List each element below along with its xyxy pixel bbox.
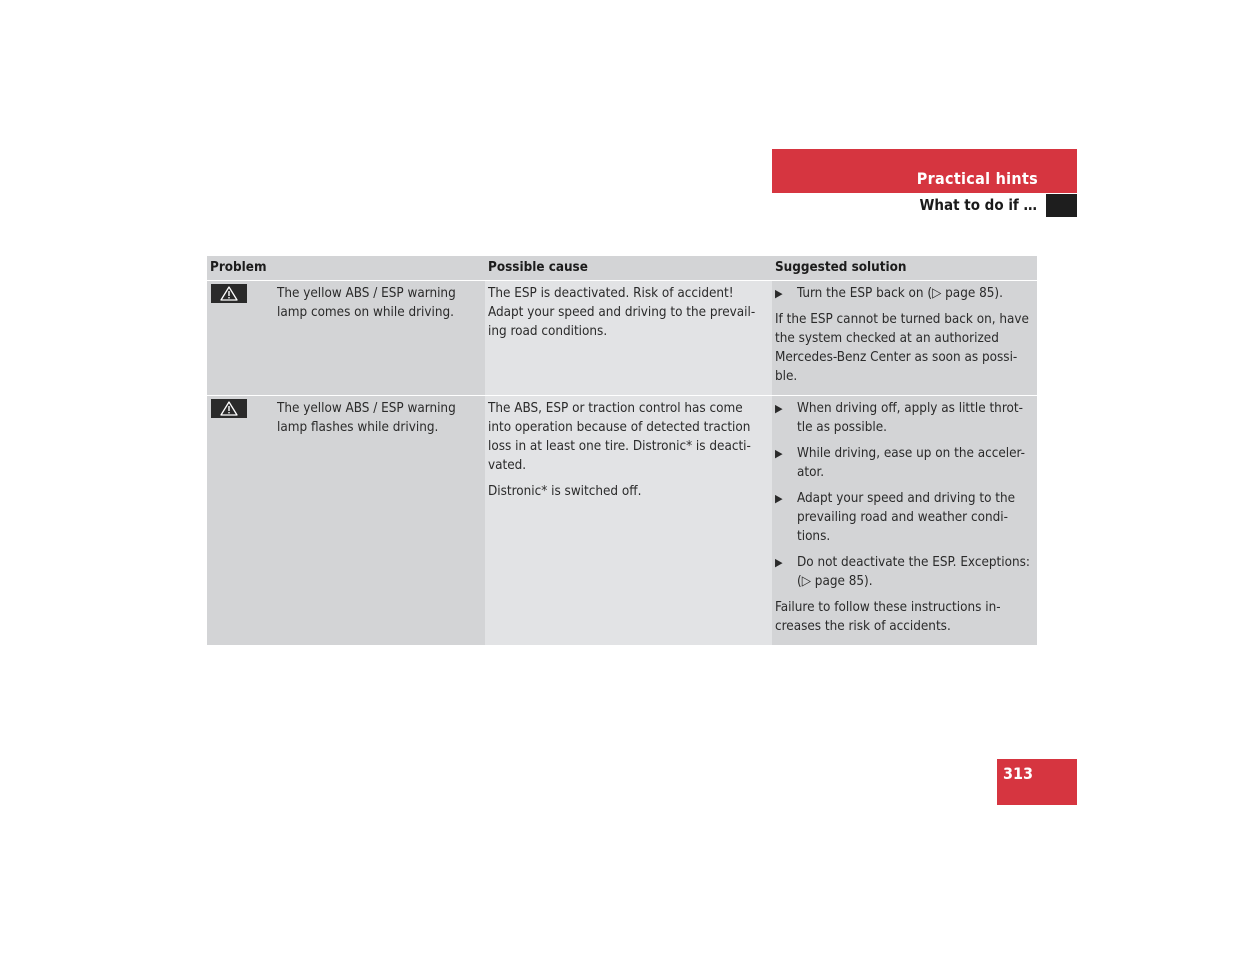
table-row	[207, 396, 1037, 646]
column-header-cause: Possible cause	[485, 256, 772, 281]
problem-cell	[207, 281, 485, 396]
solution-step-text: Adapt your speed and driving to the prevailing road and weather condi-tions.	[797, 491, 1016, 544]
section-subtitle: What to do if …	[919, 196, 1037, 214]
section-marker	[1046, 194, 1077, 217]
bullet-arrow-icon: ▶	[775, 556, 783, 569]
cause-text: Distronic* is switched off.	[488, 484, 642, 499]
cause-text: The ABS, ESP or traction control has come into operation because of detected traction loss in at least one tire. Distronic* is deacti-vated.	[488, 401, 751, 473]
section-header-bar	[772, 149, 1077, 193]
column-header-problem: Problem	[207, 256, 485, 281]
bullet-arrow-icon: ▶	[775, 447, 783, 460]
solution-step-text: While driving, ease up on the acceler-ator.	[797, 446, 1025, 480]
problem-text: The yellow ABS / ESP warning lamp comes on while driving.	[277, 286, 456, 320]
solution-cell	[772, 396, 1037, 646]
cause-cell	[485, 396, 772, 646]
table-row	[207, 281, 1037, 396]
warning-triangle-icon	[211, 399, 247, 418]
page-number: 313	[1003, 764, 1034, 783]
solution-step	[775, 489, 1034, 546]
cause-cell	[485, 281, 772, 396]
problem-text: The yellow ABS / ESP warning lamp flashes while driving.	[277, 401, 456, 435]
solution-step	[775, 553, 1034, 591]
solution-step	[775, 444, 1034, 482]
solution-note: If the ESP cannot be turned back on, have the system checked at an authorized Mercedes-Benz Center as soon as possi-ble.	[775, 312, 1029, 384]
bullet-arrow-icon: ▶	[775, 402, 783, 415]
troubleshooting-table	[207, 256, 1037, 646]
solution-step-text: Do not deactivate the ESP. Exceptions: (▷ page 85).	[797, 555, 1030, 589]
section-title: Practical hints	[916, 169, 1038, 188]
table-header-row	[207, 256, 1037, 281]
column-header-solution: Suggested solution	[772, 256, 1037, 281]
solution-step-text: Turn the ESP back on (▷ page 85).	[797, 286, 1003, 301]
cause-text: The ESP is deactivated. Risk of accident! Adapt your speed and driving to the prevail-ing road conditions.	[488, 286, 756, 339]
solution-cell	[772, 281, 1037, 396]
solution-note: Failure to follow these instructions in-creases the risk of accidents.	[775, 600, 1001, 634]
problem-cell	[207, 396, 485, 646]
solution-step	[775, 284, 1034, 303]
solution-step-text: When driving off, apply as little throt-tle as possible.	[797, 401, 1023, 435]
bullet-arrow-icon: ▶	[775, 287, 783, 300]
solution-step	[775, 399, 1034, 437]
bullet-arrow-icon: ▶	[775, 492, 783, 505]
warning-triangle-icon	[211, 284, 247, 303]
page-number-tab	[997, 759, 1077, 805]
